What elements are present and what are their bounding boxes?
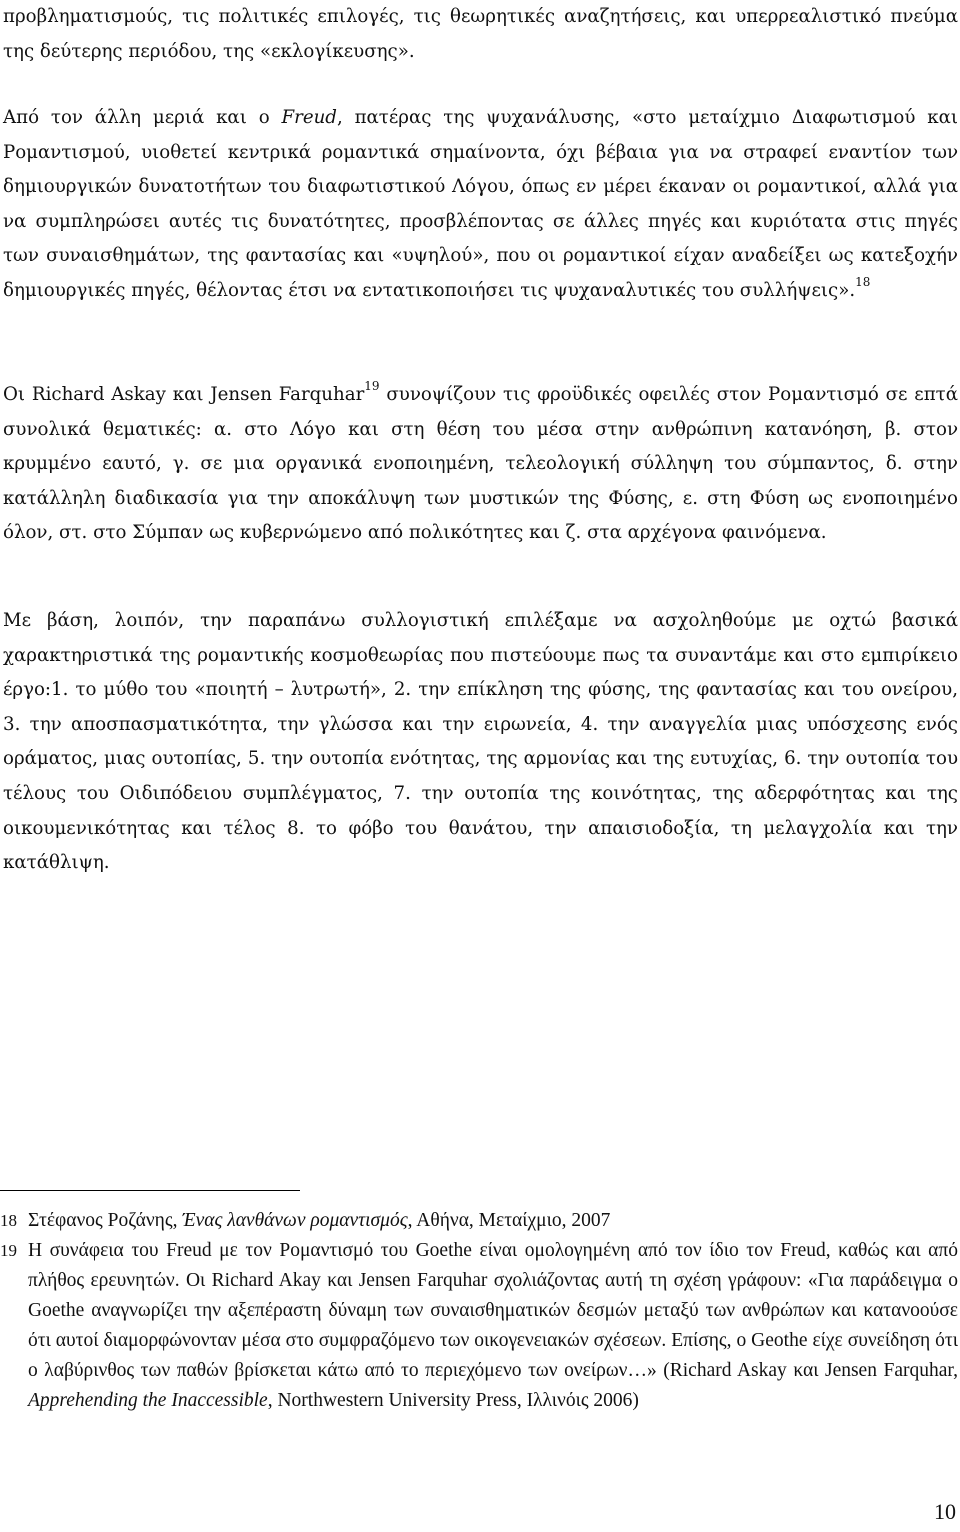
footnote-ref-19[interactable]: 19 <box>364 379 380 393</box>
paragraph-text: , πατέρας της ψυχανάλυσης, «στο μεταίχμιο Διαφωτισμού και Ρομαντισμού, υιοθετεί κεντρικά ρομαντικά σημαίνοντα, όχι βέβαια για να στραφεί εναντίον των δημιουργικών δυνατοτήτων του διαφωτιστικού Λόγου, όπως εν μέρει έκαναν οι ρομαντικοί, αλλά για να συμπληρώσει αυτές τις δυνατότητες, προσβλέποντας σε άλλες πηγές και κυριότατα στις πηγές των συναισθημάτων, της φαντασίας και «υψηλού», που οι ρομαντικοί είχαν αναδείξει ως κατεξοχήν δημιουργικές πηγές, θέλοντας έτσι να εντατικοποιήσει τις ψυχαναλυτικές του συλλήψεις». <box>3 107 958 301</box>
footnote-number: 18 <box>0 1211 17 1230</box>
paragraph-continuation <box>3 0 958 69</box>
paragraph-freud <box>3 101 958 309</box>
paragraph-text: Από τον άλλη μεριά και ο <box>3 107 282 128</box>
emphasis-freud: Freud <box>281 107 337 128</box>
paragraph-askay-farquhar <box>3 378 958 551</box>
paragraph-characteristics <box>3 604 958 881</box>
footnote-18 <box>0 1206 958 1236</box>
paragraph-text: συνοψίζουν τις φροϋδικές οφειλές στον Ρομαντισμό σε επτά συνολικά θεματικές: α. στο Λόγο και στη θέση του μέσα στην ανθρώπινη κατανόηση, β. στον κρυμμένο εαυτό, γ. σε μια οργανικά ενοποιημένη, τελεολογική σύλληψη του σύμπαντος, δ. στην κατάλληλη διαδικασία για την αποκάλυψη των μυστικών της Φύσης, ε. στη Φύση ως ενοποιημένο όλον, στ. στο Σύμπαν ως κυβερνώμενο από πολικότητες και ζ. στα αρχέγονα φαινόμενα. <box>3 384 958 544</box>
footnote-19 <box>0 1236 958 1416</box>
footnote-book-title: Apprehending the Inaccessible <box>28 1390 268 1411</box>
footnote-number: 19 <box>0 1241 17 1260</box>
footnote-separator <box>0 1190 300 1191</box>
footnote-text: , Αθήνα, Μεταίχμιο, 2007 <box>407 1210 611 1231</box>
paragraph-text: Με βάση, λοιπόν, την παραπάνω συλλογιστική επιλέξαμε να ασχοληθούμε με οχτώ βασικά χαρακτηριστικά της ρομαντικής κοσμοθεωρίας που πιστεύουμε πως τα συναντάμε και στο εμπιρίκειο έργο:1. το μύθο του «ποιητή – λυτρωτή», 2. την επίκληση της φύσης, της φαντασίας και του ονείρου, 3. την αποσπασματικότητα, την γλώσσα και την ειρωνεία, 4. την αναγγελία μιας υπόσχεσης ενός οράματος, μιας ουτοπίας, 5. την ουτοπία ενότητας, της αρμονίας και της ευτυχίας, 6. την ουτοπία του τέλους του Οιδιπόδειου συμπλέγματος, 7. την ουτοπία της κοινότητας, της αδερφότητας και της οικουμενικότητας και τέλος 8. το φόβο του θανάτου, την απαισιοδοξία, τη μελαγχολία και την κατάθλιψη. <box>3 610 958 874</box>
footnote-ref-18[interactable]: 18 <box>855 274 871 289</box>
paragraph-text: προβληματισμούς, τις πολιτικές επιλογές, τις θεωρητικές αναζητήσεις, και υπερρεαλιστικό πνεύμα της δεύτερης περιόδου, της «εκλογίκευσης». <box>3 6 958 62</box>
footnote-text: , Northwestern University Press, Ιλλινόις 2006) <box>267 1390 639 1411</box>
paragraph-text: Οι Richard Askay και Jensen Farquhar <box>3 384 365 405</box>
footnote-book-title: Ένας λανθάνων ρομαντισμός <box>182 1210 408 1231</box>
footnote-body <box>0 1206 958 1236</box>
footnote-text: Στέφανος Ροζάνης, <box>28 1210 183 1231</box>
footnote-body <box>0 1236 958 1416</box>
page-number: 10 <box>934 1499 956 1524</box>
footnote-text: Η συνάφεια του Freud με τον Ρομαντισμό του Goethe είναι ομολογημένη από τον ίδιο τον Freud, καθώς και από πλήθος ερευνητών. Οι Richard Akay και Jensen Farquhar σχολιάζοντας αυτή τη σχέση γράφουν: «Για παράδειγμα ο Goethe αναγνωρίζει την αξεπέραστη δύναμη των συναισθηματικών δεσμών μεταξύ των ανθρώπων και κατανοούσε ότι αυτοί διαμορφώνονταν μέσα στο συμφραζόμενο των οικογενειακών σχέσεων. Επίσης, ο Geothe είχε συνείδηση ότι ο λαβύρινθος των παθών βρίσκεται κάτω από το περιεχόμενο των ονείρων…» (Richard Askay και Jensen Farquhar, <box>28 1240 958 1381</box>
